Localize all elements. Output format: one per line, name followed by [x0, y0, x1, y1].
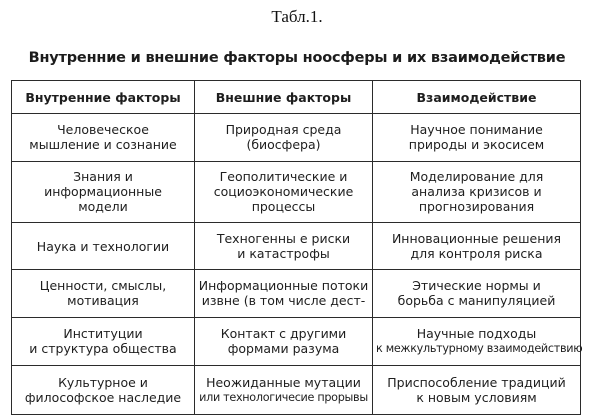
cell-line: Наука и технологии — [36, 238, 170, 254]
cell-line: Знания и — [73, 169, 133, 185]
cell-line: (биосфера) — [246, 137, 321, 153]
table-cell — [195, 269, 373, 317]
table-cell — [12, 161, 195, 223]
cell-line: для контроля риска — [410, 246, 543, 262]
cell-line: формами разума — [227, 341, 340, 357]
table-cell — [373, 223, 581, 270]
table-cell — [12, 223, 195, 270]
table-row — [12, 223, 581, 270]
table-row — [12, 269, 581, 317]
table-row — [12, 114, 581, 162]
cell-line: Этические нормы и — [412, 278, 541, 294]
cell-line: Геополитические и — [219, 169, 348, 185]
cell-line: философское наследие — [24, 390, 182, 406]
cell-line: борьба с манипуляцией — [397, 293, 556, 309]
cell-line: Контакт с другими — [220, 326, 347, 342]
table-row — [12, 317, 581, 366]
cell-line: Природная среда — [225, 122, 342, 138]
table-cell — [373, 161, 581, 223]
cell-line: извне (в том числе дест- — [201, 293, 366, 309]
table-cell — [12, 114, 195, 162]
cell-line: анализа кризисов и — [411, 184, 542, 200]
table-cell — [373, 114, 581, 162]
cell-line: Неожиданные мутации — [206, 375, 361, 391]
cell-line: и структура общества — [29, 341, 177, 357]
cell-line: мышление и сознание — [29, 137, 177, 153]
cell-line: модели — [78, 199, 128, 215]
column-header-external-factors: Внешние факторы — [195, 81, 373, 114]
table-cell — [195, 114, 373, 162]
table-row — [12, 366, 581, 415]
table-cell — [12, 317, 195, 366]
cell-line: процессы — [251, 199, 316, 215]
cell-line: Техногенны е риски — [216, 231, 351, 247]
cell-line: Моделирование для — [409, 169, 544, 185]
table-cell — [195, 366, 373, 415]
table-cell — [373, 269, 581, 317]
factors-table — [11, 80, 581, 415]
cell-line: Информационные потоки — [198, 278, 369, 294]
column-header-internal-factors: Внутренние факторы — [12, 81, 195, 114]
cell-line: и катастрофы — [237, 246, 330, 262]
table-title: Внутренние и внешние факторы ноосферы и их взаимодействие — [28, 50, 566, 66]
table-row — [12, 161, 581, 223]
cell-line: или технологичесие прорывы — [199, 391, 368, 405]
header-row — [12, 81, 581, 114]
table-cell — [195, 223, 373, 270]
cell-line: прогнозирования — [418, 199, 535, 215]
cell-line: мотивация — [67, 293, 139, 309]
cell-line: Культурное и — [58, 375, 148, 391]
cell-line: Институции — [63, 326, 143, 342]
cell-line: информационные — [44, 184, 162, 200]
cell-line: Научное понимание — [410, 122, 543, 138]
table-cell — [195, 161, 373, 223]
cell-line: Приспособление традиций — [387, 375, 566, 391]
cell-line: социоэкономические — [213, 184, 354, 200]
cell-line: к межкультурному взаимодействию — [376, 342, 583, 356]
cell-line: Инновационные решения — [391, 231, 562, 247]
cell-line: Человеческое — [57, 122, 149, 138]
table-number: Табл.1. — [271, 7, 323, 26]
column-header-interaction: Взаимодействие — [373, 81, 581, 114]
cell-line: Научные подходы — [416, 326, 537, 342]
cell-line: Ценности, смыслы, — [39, 278, 167, 294]
cell-line: к новым условиям — [416, 390, 537, 406]
table-cell — [12, 269, 195, 317]
table-cell — [12, 366, 195, 415]
table-cell — [373, 317, 581, 366]
cell-line: природы и экосисем — [408, 137, 545, 153]
table-cell — [195, 317, 373, 366]
table-cell — [373, 366, 581, 415]
